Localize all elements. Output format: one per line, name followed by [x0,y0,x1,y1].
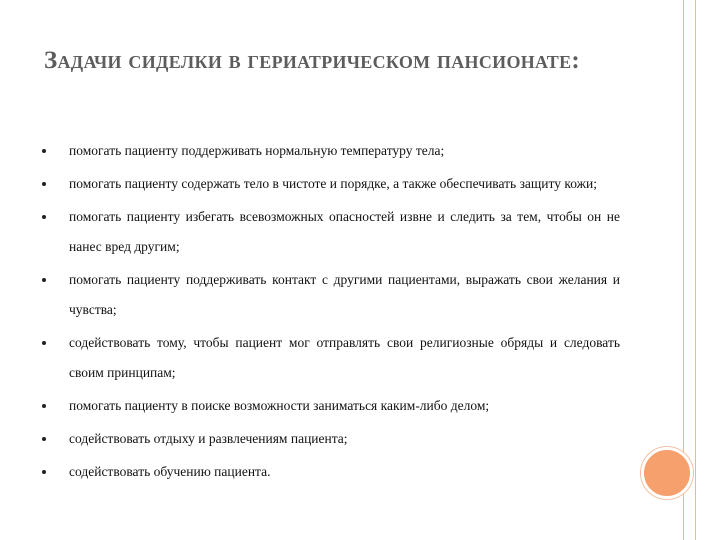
list-item [40,136,620,166]
list-item-text: помогать пациенту содержать тело в чистоте и порядке, а также обеспечивать защиту кожи; [69,176,597,191]
list-item-text: помогать пациенту в поиске возможности заниматься каким-либо делом; [69,398,490,413]
bullet-dot-icon [42,149,46,153]
list-item-text: содействовать обучению пациента. [69,464,271,479]
bullet-dot-icon [42,215,46,219]
bullet-dot-icon [42,437,46,441]
list-item-text: содействовать отдыху и развлечениям пациента; [69,431,348,446]
list-item-text: содействовать тому, чтобы пациент мог отправлять свои религиозные обряды и следовать своим принципам; [69,335,620,380]
list-item-text: помогать пациенту поддерживать контакт с другими пациентами, выражать свои желания и чувства; [69,272,620,317]
list-item [40,424,620,454]
list-item [40,202,620,262]
bullet-dot-icon [42,341,46,345]
list-item [40,457,620,487]
accent-circle-icon [641,447,693,499]
list-item [40,391,620,421]
bullet-dot-icon [42,182,46,186]
list-item-text: помогать пациенту поддерживать нормальную температуру тела; [69,143,445,158]
bullet-dot-icon [42,404,46,408]
list-item [40,169,620,199]
bullet-dot-icon [42,470,46,474]
bullet-dot-icon [42,278,46,282]
list-item-text: помогать пациенту избегать всевозможных опасностей извне и следить за тем, чтобы он не нанес вред другим; [69,209,620,254]
list-item [40,328,620,388]
bullet-list [40,136,620,490]
list-item [40,265,620,325]
slide-title: Задачи сиделки в гериатрическом пансионате: [44,47,581,74]
